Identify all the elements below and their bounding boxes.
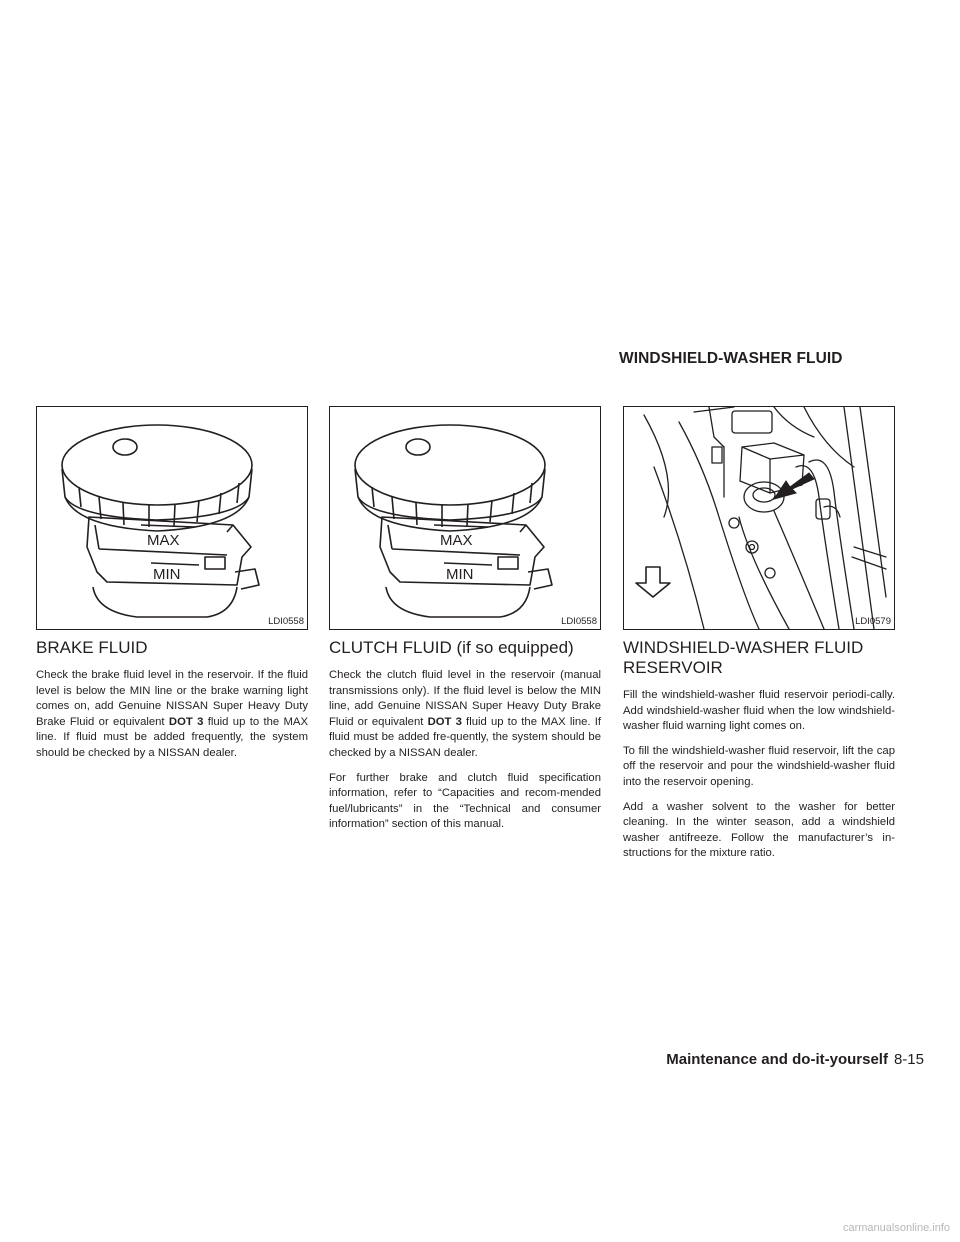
- front-direction-arrow-icon: [636, 567, 670, 597]
- figure-code: LDI0558: [561, 616, 597, 627]
- text-run: fluid up to the MAX line. If fluid must be added frequently, the system should be checked by a NISSAN dealer.: [36, 715, 308, 759]
- brake-reservoir-drawing: [37, 407, 307, 629]
- page-footer: [666, 1051, 924, 1068]
- engine-bay-drawing: [624, 407, 894, 629]
- dot3-bold: DOT 3: [168, 715, 204, 728]
- washer-fluid-column: [623, 406, 895, 871]
- pointer-arrow-icon: [774, 473, 814, 499]
- figure-code: LDI0579: [855, 616, 891, 627]
- washer-paragraph-2: To fill the windshield-washer fluid reservoir, lift the cap off the reservoir and pour the windshield-washer fluid into the reservoir opening.: [623, 744, 895, 788]
- clutch-reservoir-figure: [329, 406, 601, 630]
- clutch-fluid-column: [329, 406, 601, 842]
- min-label: MIN: [153, 566, 181, 583]
- clutch-reservoir-drawing: [330, 407, 600, 629]
- fluid-spec-paragraph: For further brake and clutch fluid specification information, refer to “Capacities and recom-mended fuel/lubricants” in the “Technical and consumer information” section of this manual.: [329, 771, 601, 831]
- brake-reservoir-figure: [36, 406, 308, 630]
- max-label: MAX: [147, 532, 180, 549]
- section-title: WINDSHIELD-WASHER FLUID: [619, 350, 843, 367]
- clutch-fluid-heading: CLUTCH FLUID (if so equipped): [329, 638, 574, 657]
- washer-paragraph-1: Fill the windshield-washer fluid reservoir periodi-cally. Add windshield-washer fluid when the low windshield-washer fluid warning light comes on.: [623, 689, 895, 733]
- max-label: MAX: [440, 532, 473, 549]
- brake-fluid-heading: BRAKE FLUID: [36, 638, 148, 657]
- brake-fluid-paragraph: [36, 668, 308, 762]
- text-run: Check the brake fluid level in the reservoir. If the fluid level is below the MIN line or the brake warning light comes on, add Genuine NISSAN Super Heavy Duty Brake Fluid or equivalent: [36, 669, 308, 728]
- brake-fluid-column: [36, 406, 308, 771]
- text-run: Check the clutch fluid level in the reservoir (manual transmissions only). If the fluid level is below the MIN line, add Genuine NISSAN Super Heavy Duty Brake Fluid or equivalent: [329, 669, 601, 728]
- washer-paragraph-3: Add a washer solvent to the washer for better cleaning. In the winter season, add a windshield washer antifreeze. Follow the manufacturer’s in-structions for the mixture ratio.: [623, 800, 895, 860]
- dot3-bold: DOT 3: [427, 715, 462, 728]
- washer-fluid-heading: WINDSHIELD-WASHER FLUID RESERVOIR: [623, 638, 864, 677]
- washer-reservoir-figure: [623, 406, 895, 630]
- text-run: fluid up to the MAX line. If fluid must be added fre-quently, the system should be checked by a NISSAN dealer.: [329, 715, 601, 759]
- footer-section-title: Maintenance and do-it-yourself: [666, 1051, 888, 1068]
- min-label: MIN: [446, 566, 474, 583]
- page-number: 8-15: [893, 1051, 924, 1068]
- figure-code: LDI0558: [268, 616, 304, 627]
- watermark: carmanualsonline.info: [842, 1222, 950, 1234]
- clutch-fluid-paragraph: [329, 668, 601, 762]
